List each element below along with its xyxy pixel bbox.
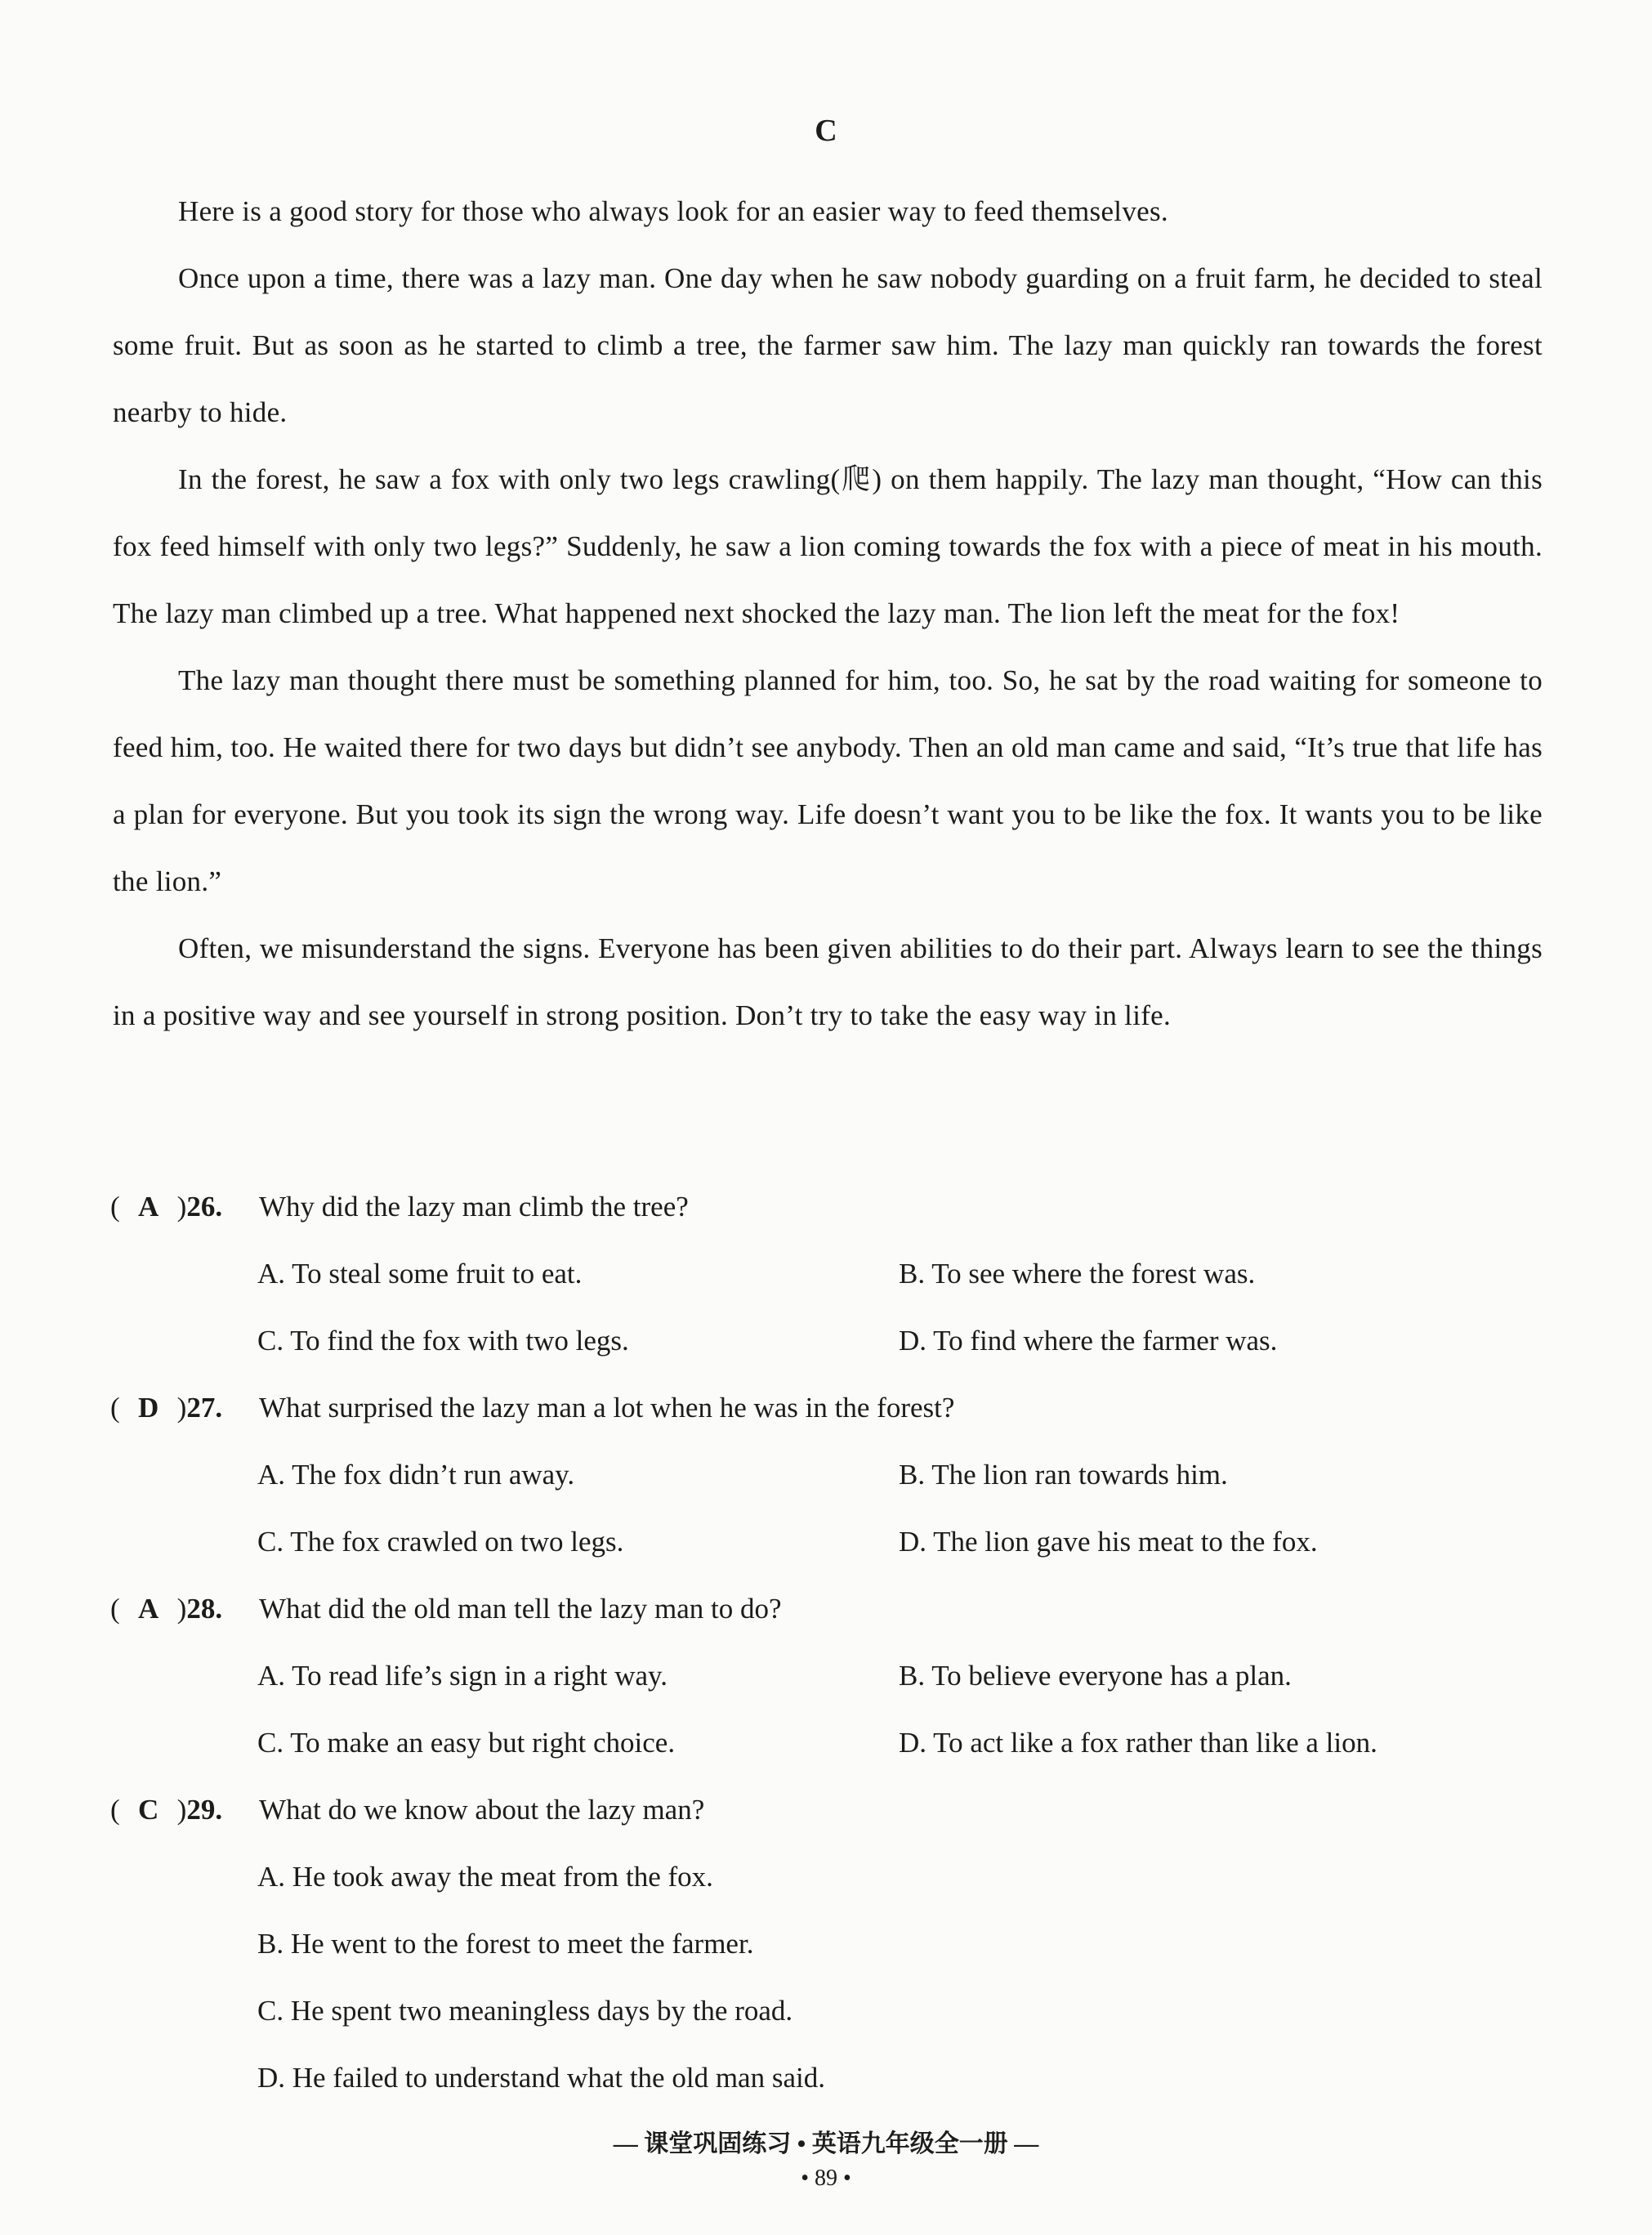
- option-b: B. He went to the forest to meet the farmer.: [257, 1928, 754, 1960]
- paragraph: Here is a good story for those who always look for an easier way to feed themselves.: [178, 195, 1168, 227]
- question-29: [110, 1777, 1548, 1844]
- question-text: What surprised the lazy man a lot when he was in the forest?: [259, 1392, 955, 1424]
- answer-bracket: ( A )26.: [110, 1173, 259, 1240]
- question-number: 28.: [186, 1593, 223, 1625]
- option-a: A. To read life’s sign in a right way.: [257, 1660, 668, 1692]
- question-text: Why did the lazy man climb the tree?: [259, 1191, 689, 1223]
- section-title: C: [815, 114, 837, 148]
- question-27: [110, 1375, 1548, 1442]
- option-row: [110, 1442, 1548, 1509]
- option-b: B. To see where the forest was.: [899, 1258, 1256, 1290]
- question-26: [110, 1173, 1548, 1240]
- question-number: 26.: [186, 1191, 223, 1223]
- paragraph: Once upon a time, there was a lazy man. One day when he saw nobody guarding on a fruit farm, he decided to steal some fruit. But as soon as he started to climb a tree, the farmer saw him. The lazy man quickly ran towards the forest nearby to hide.: [113, 262, 1543, 428]
- option-d: D. He failed to understand what the old man said.: [257, 2062, 825, 2094]
- page-number: • 89 •: [801, 2166, 851, 2191]
- option-row: [110, 1710, 1548, 1777]
- paragraph: Often, we misunderstand the signs. Everyone has been given abilities to do their part. Always learn to see the things in a positive way and see yourself in strong position. Don’t try to take the easy way in life.: [113, 932, 1543, 1031]
- option-b: B. The lion ran towards him.: [899, 1459, 1228, 1491]
- answer-letter: A: [138, 1191, 159, 1223]
- footer-title: — 课堂巩固练习 • 英语九年级全一册 —: [613, 2130, 1039, 2157]
- question-text: What do we know about the lazy man?: [259, 1794, 705, 1826]
- answer-letter: D: [138, 1392, 159, 1424]
- paragraph: In the forest, he saw a fox with only two legs crawling(爬) on them happily. The lazy man thought, “How can this fox feed himself with only two legs?” Suddenly, he saw a lion coming towards the fox with a piece of meat in his mouth. The lazy man climbed up a tree. What happened next shocked the lazy man. The lion left the meat for the fox!: [113, 463, 1543, 629]
- answer-bracket: ( C )29.: [110, 1777, 259, 1844]
- question-text: What did the old man tell the lazy man to do?: [259, 1593, 782, 1625]
- passage: [113, 178, 1543, 1049]
- option-row: [110, 1844, 1548, 1911]
- option-b: B. To believe everyone has a plan.: [899, 1660, 1292, 1692]
- paragraph: The lazy man thought there must be something planned for him, too. So, he sat by the road waiting for someone to feed him, too. He waited there for two days but didn’t see anybody. Then an old man came and said, “It’s true that life has a plan for everyone. But you took its sign the wrong way. Life doesn’t want you to be like the fox. It wants you to be like the lion.”: [113, 664, 1543, 897]
- option-row: [110, 1978, 1548, 2045]
- option-c: C. He spent two meaningless days by the road.: [257, 1995, 793, 2027]
- option-c: C. To make an easy but right choice.: [257, 1727, 676, 1759]
- answer-letter: A: [138, 1593, 159, 1625]
- answer-bracket: ( D )27.: [110, 1375, 259, 1442]
- question-list: [110, 1173, 1548, 2112]
- option-c: C. The fox crawled on two legs.: [257, 1526, 624, 1558]
- answer-letter: C: [138, 1794, 159, 1826]
- option-row: [110, 1911, 1548, 1978]
- option-a: A. The fox didn’t run away.: [257, 1459, 575, 1491]
- option-row: [110, 2045, 1548, 2112]
- question-number: 29.: [186, 1794, 223, 1826]
- option-d: D. To act like a fox rather than like a lion.: [899, 1727, 1377, 1759]
- option-d: D. To find where the farmer was.: [899, 1325, 1278, 1357]
- option-row: [110, 1307, 1548, 1375]
- option-a: A. To steal some fruit to eat.: [257, 1258, 583, 1290]
- option-row: [110, 1643, 1548, 1710]
- question-number: 27.: [186, 1392, 223, 1424]
- option-c: C. To find the fox with two legs.: [257, 1325, 629, 1357]
- option-d: D. The lion gave his meat to the fox.: [899, 1526, 1318, 1558]
- option-row: [110, 1509, 1548, 1576]
- answer-bracket: ( A )28.: [110, 1576, 259, 1643]
- question-28: [110, 1576, 1548, 1643]
- option-row: [110, 1240, 1548, 1307]
- option-a: A. He took away the meat from the fox.: [257, 1861, 713, 1893]
